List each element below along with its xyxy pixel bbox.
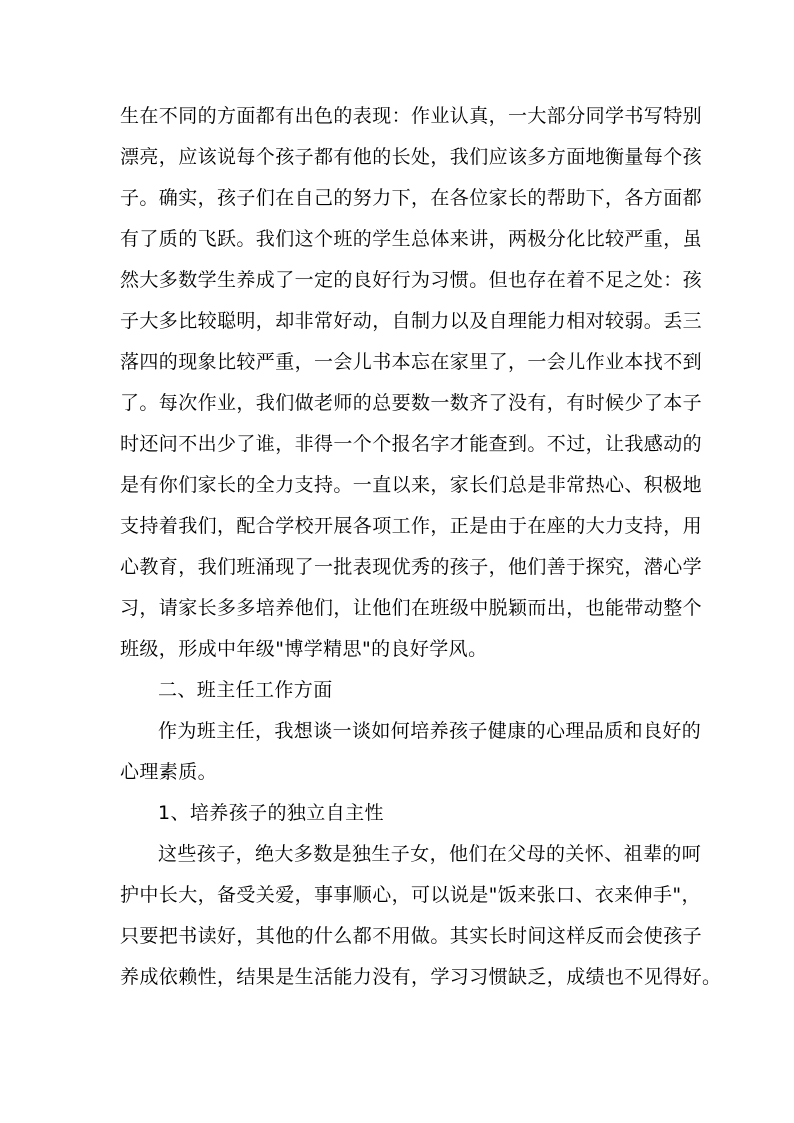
body-text-line: 时还问不出少了谁，非得一个个报名字才能查到。不过，让我感动的: [120, 433, 703, 455]
body-text-line: 这些孩子，绝大多数是独生子女，他们在父母的关怀、祖辈的呵: [158, 843, 702, 865]
body-text-line: 心理素质。: [120, 761, 218, 783]
body-text-line: 是有你们家长的全力支持。一直以来，家长们总是非常热心、积极地: [120, 474, 703, 496]
body-text-line: 然大多数学生养成了一定的良好行为习惯。但也存在着不足之处：孩: [120, 269, 703, 291]
body-text-line: 了。每次作业，我们做老师的总要数一数齐了没有，有时候少了本子: [120, 392, 703, 414]
body-text-line: 养成依赖性，结果是生活能力没有，学习习惯缺乏，成绩也不见得好。: [120, 966, 722, 988]
body-text-line: 子大多比较聪明，却非常好动，自制力以及自理能力相对较弱。丢三: [120, 310, 703, 332]
body-text-line: 习，请家长多多培养他们，让他们在班级中脱颖而出，也能带动整个: [120, 597, 703, 619]
body-text-line: 支持着我们，配合学校开展各项工作，正是由于在座的大力支持，用: [120, 515, 703, 537]
body-text-line: 有了质的飞跃。我们这个班的学生总体来讲，两极分化比较严重，虽: [120, 228, 703, 250]
body-text-line: 只要把书读好，其他的什么都不用做。其实长时间这样反而会使孩子: [120, 925, 703, 947]
body-text-line: 漂亮，应该说每个孩子都有他的长处，我们应该多方面地衡量每个孩: [120, 146, 703, 168]
section-heading: 二、班主任工作方面: [158, 679, 333, 701]
body-text-line: 班级，形成中年级"博学精思"的良好学风。: [120, 638, 488, 660]
body-text-line: 作为班主任，我想谈一谈如何培养孩子健康的心理品质和良好的: [158, 720, 702, 742]
body-text-line: 心教育，我们班涌现了一批表现优秀的孩子，他们善于探究，潜心学: [120, 556, 703, 578]
body-text-line: 生在不同的方面都有出色的表现：作业认真，一大部分同学书写特别: [120, 105, 703, 127]
body-text-line: 子。确实，孩子们在自己的努力下，在各位家长的帮助下，各方面都: [120, 187, 703, 209]
body-text-line: 护中长大，备受关爱，事事顺心，可以说是"饭来张口、衣来伸手"，: [120, 884, 701, 906]
subsection-heading: 1、培养孩子的独立自主性: [158, 802, 384, 824]
body-text-line: 落四的现象比较严重，一会儿书本忘在家里了，一会儿作业本找不到: [120, 351, 703, 373]
